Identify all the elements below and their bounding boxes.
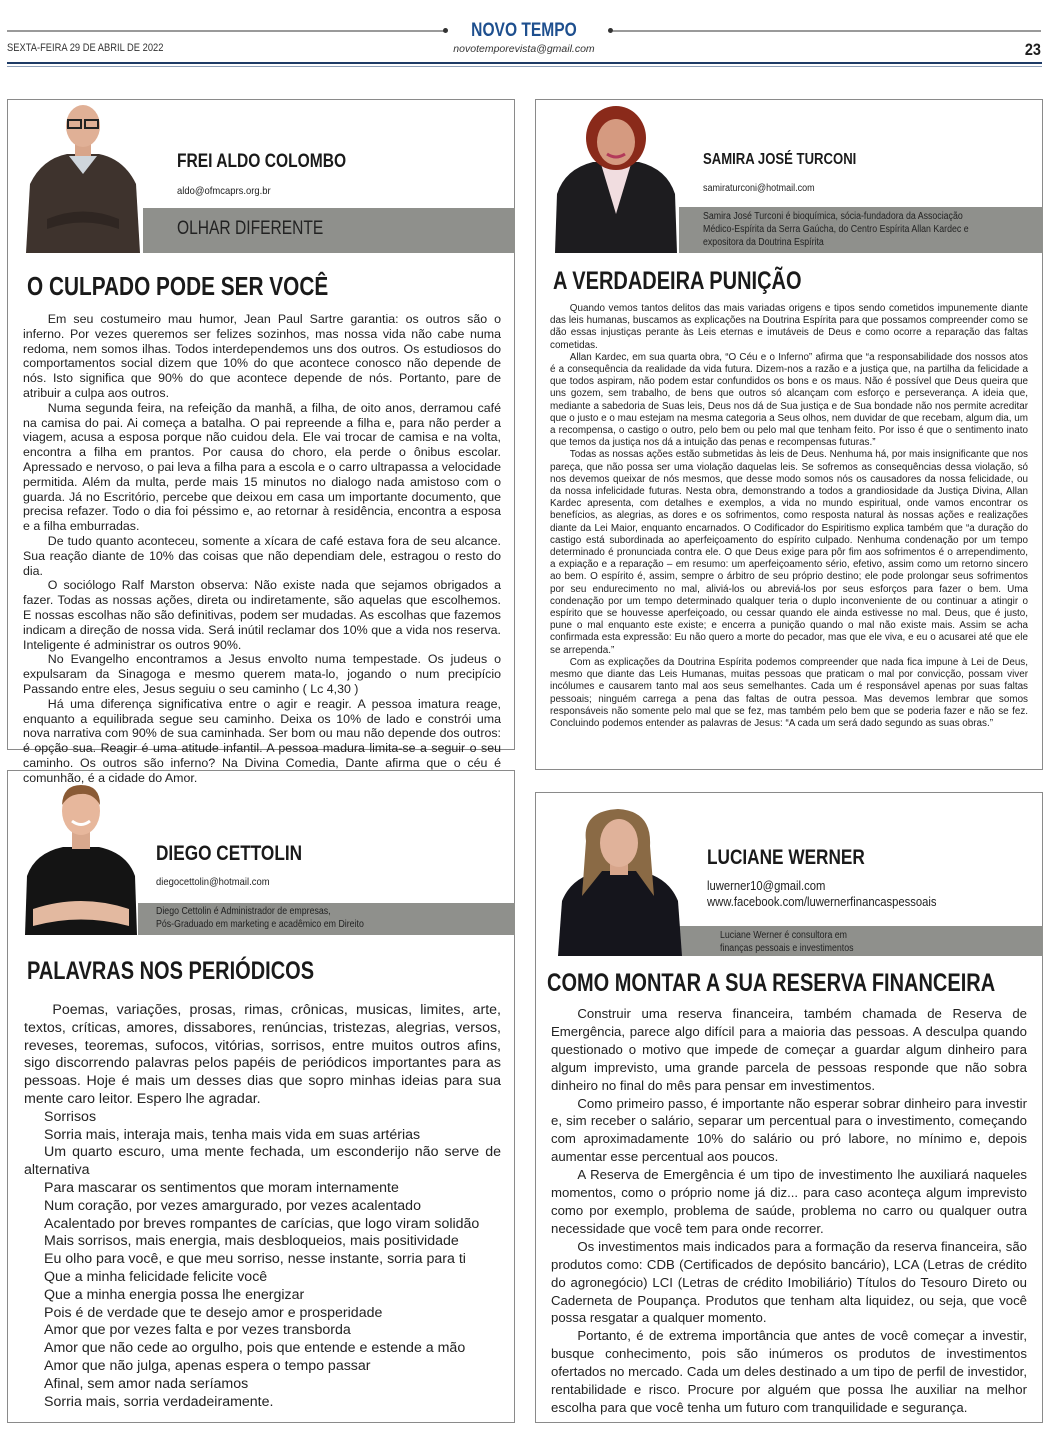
masthead-divider-thin (7, 66, 1042, 67)
poem-line: Pois é de verdade que te desejo amor e prosperidade (44, 1304, 383, 1321)
poem-line: Sorria mais, interaja mais, tenha mais vida em suas artérias (44, 1126, 421, 1143)
author-photo (22, 104, 144, 253)
article-reserva-financeira (535, 792, 1043, 1423)
bio-line: finanças pessoais e investimentos (720, 943, 854, 954)
article-olhar-diferente (7, 99, 515, 785)
author-email[interactable]: luwerner10@gmail.com (707, 879, 826, 893)
article-body (23, 312, 501, 786)
paragraph: De tudo quanto aconteceu, somente a xícara de café estava fora de seu alcance. Sua reação diante de 10% das coisas que não dependiam dele, estragou o resto do dia. (23, 533, 501, 578)
paragraph: Há uma diferença significativa entre o agir e reagir. A pessoa imatura reage, enquanto a equilibrada segue seu caminho. Deixa os 10% de lado e constrói uma nova narrativa com 90% de sua caminhada. Ser bom ou mau não depende dos outros: é opção sua. Reagir é uma atitude infantil. A pessoa madura limita-se a seguir o seu caminho. Os outros são inferno? Na Divina Comedia, Dante afirma que o céu é comunhão, é a cidade do Amor. (23, 696, 501, 785)
author-name: DIEGO CETTOLIN (156, 842, 303, 865)
bio-line: Luciane Werner é consultora em (720, 930, 848, 941)
poem-line: Um quarto escuro, uma mente fechada, um esconderijo não serve de alternativa (24, 1144, 501, 1179)
bio-line: Diego Cettolin é Administrador de empresas, (156, 906, 331, 917)
article-palavras-nos-periodicos (7, 770, 515, 1423)
author-name: LUCIANE WERNER (707, 846, 865, 869)
intro-paragraph: Poemas, variações, prosas, rimas, crônicas, musicas, limites, arte, textos, críticas, amores, dissabores, renúncias, tristezas, alegrias, versos, reveses, teoremas, sufocos, vitórias, sorrisos, entre muitos outros afins, sigo discorrendo palavras pelos papéis de periódicos importantes para as pessoas. Hoje é mais um desses dias que sopro minhas ideias para sua mente caro leitor. Espero lhe agradar. (24, 1002, 501, 1107)
poem-line: Amor que por vezes falta e por vezes transborda (44, 1322, 351, 1339)
issue-date: SEXTA-FEIRA 29 DE ABRIL DE 2022 (7, 42, 164, 54)
paragraph: Portanto, é de extrema importância que antes de você começar a investir, busque conhecimento, pois são inúmeros os produtos de investimentos ofertados no mercado. Cada um deles destinado a um tipo de perfil de investidor, rentabilidade e risco. Procure por alguém que possa lhe auxiliar na melhor escolha para que você tenha um futuro com tranquilidade e segurança. (551, 1328, 1027, 1415)
paragraph: Com as explicações da Doutrina Espírita podemos compreender que nada fica impune à Lei de Deus, mesmo que diante das Leis Humanas, muitas pessoas que praticam o mal por convicção, possam viver incólumes e causarem tanto mal aos seus semelhantes. Cada um é responsável apenas por suas faltas pessoais; ninguém carrega a pena das faltas de outra pessoa. Mas devemos lembrar que somos responsáveis não somente pelo mal que se fez, mas também pelo bem que se poderia fazer e não se fez. Concluindo podemos entender as palavras de Jesus: “A cada um será dado segundo as suas obras.” (550, 656, 1028, 729)
bio-line: Pós-Graduado em marketing e acadêmico em Direito (156, 919, 364, 930)
author-email[interactable]: samiraturconi@hotmail.com (703, 183, 815, 194)
paragraph: Numa segunda feira, na refeição da manhã, a filha, de oito anos, derramou café na camisa do pai. Ai começa a batalha. O pai repreende a filha e, para não perder a viagem, acusa a esposa porque não cuidou dela. Ele vai trocar de camisa e na volta, encontra a filha em prantos. Por causa do choro, ela perde o ônibus escolar. Apressado e nervoso, o pai leva a filha para a escola e o carro ultrapassa a velocidade permitida. Além da multa, perde mais 15 minutos no dialogo nada amistoso com o guarda. Já no Escritório, percebe que deixou em casa um importante documento, que precisa refazer. Todo o dia foi péssimo e, ao retornar à residência, encontra a esposa e a filha emburradas. (23, 400, 501, 534)
masthead-rule-left (7, 30, 444, 32)
paragraph: No Evangelho encontramos a Jesus envolto numa tempestade. Os judeus o expulsaram da Sinagoga e mesmo querem mata-lo, jogando o num precipício Passando entre eles, Jesus seguiu o seu caminho ( Lc 4,30 ) (23, 652, 501, 696)
bio-line: Samira José Turconi é bioquímica, sócia-fundadora da Associação (703, 211, 963, 222)
article-body (551, 1005, 1027, 1417)
poem-line: Mais sorrisos, mais energia, mais desbloqueios, mais positividade (44, 1233, 459, 1250)
author-name: SAMIRA JOSÉ TURCONI (703, 151, 857, 168)
author-photo (552, 801, 688, 956)
newspaper-email[interactable]: novotemporevista@gmail.com (453, 43, 595, 55)
bio-line: Médico-Espírita da Serra Gaúcha, do Centro Espírita Allan Kardec e (703, 224, 969, 235)
paragraph: Allan Kardec, em sua quarta obra, “O Céu e o Inferno” afirma que “a responsabilidade dos nossos atos é a consequência da realidade da vida futura. Dizem-nos a razão e a justiça que, na partilha da felicidade a que todos aspiram, não podem estar confundidos os bons e os maus. Não é possível que Deus queira que uns gozem, sem trabalho, de bens que outros só alcançam com esforço e perseverança. A ideia que, mediante a sabedoria de Suas leis, Deus nos dá de Sua justiça e de Sua bondade não nos permite acreditar que o justo e o mau estejam na mesma categoria a Seus olhos, nem duvidar de que recebam, algum dia, um a recompensa, o castigo o outro, pelo bem ou pelo mal que tenham feito. Por isso é que o sentimento inato que temos da justiça nos dá a intuição das penas e recompensas futuras.” (550, 351, 1028, 449)
poem-line: Eu olho para você, e que meu sorriso, nesse instante, sorria para ti (44, 1251, 466, 1268)
paragraph: Quando vemos tantos delitos das mais variadas origens e tipos sendo cometidos impunemente diante das leis humanas, buscamos as explicações na Doutrina Espírita para que possamos compreender como se dão essas injustiças perante às Leis eternas e imutáveis de Deus e como ocorre a reparação das faltas cometidas. (550, 303, 1028, 351)
paragraph: Os investimentos mais indicados para a formação da reserva financeira, são produtos como: CDB (Certificados de depósito bancário), LCA (Letras de crédito do agronegócio) LCI (Letras de crédito Imobiliário) Títulos do Tesouro Direto ou Caderneta de Poupança. Produtos que tenham alta liquidez, ou seja, que você possa resgatar a qualquer momento. (551, 1238, 1027, 1326)
article-body (24, 1002, 501, 1411)
author-email[interactable]: aldo@ofmcaprs.org.br (177, 185, 271, 197)
article-title: COMO MONTAR A SUA RESERVA FINANCEIRA (547, 969, 996, 997)
page-number: 23 (1024, 40, 1041, 59)
paragraph: Em seu costumeiro mau humor, Jean Paul Sartre garantia: os outros são o inferno. Por vezes queremos ser felizes sozinhos, mas nossa vida não cabe numa redoma, nem somos ilhas. Todos interdependemos uns dos outros. Os estudiosos do comportamentos social dizem que 10% do que acontece conosco não depende de nós. Isto significa que 90% do que acontece depende de nós. Portanto, pare de atribuir a culpa aos outros. (23, 312, 501, 400)
poem-line: Amor que não julga, apenas espera o tempo passar (44, 1357, 371, 1374)
poem-line: Sorria mais, sorria verdadeiramente. (44, 1393, 274, 1410)
poem-line: Que a minha felicidade felicite você (44, 1268, 268, 1285)
poem-title: Sorrisos (44, 1108, 97, 1125)
poem-line: Afinal, sem amor nada seríamos (44, 1375, 249, 1392)
author-facebook-link[interactable]: www.facebook.com/luwernerfinancaspessoais (707, 895, 937, 909)
paragraph: Construir uma reserva financeira, também chamada de Reserva de Emergência, parece algo difícil para a maioria das pessoas. A desculpa quando questionado o motivo que impede de começar a guardar algum dinheiro para algum imprevisto, uma grande parcela de pessoas responde que não sobra dinheiro no final do mês para pensar em investimentos. (551, 1006, 1027, 1093)
bio-line: expositora da Doutrina Espírita (703, 237, 824, 248)
author-photo (23, 781, 139, 935)
poem-line: Num coração, por vezes amargurado, por vezes acalentado (44, 1197, 421, 1214)
masthead-divider (7, 62, 1042, 64)
column-name: OLHAR DIFERENTE (177, 218, 324, 239)
article-title: A VERDADEIRA PUNIÇÃO (553, 267, 802, 295)
author-name: FREI ALDO COLOMBO (177, 151, 347, 172)
author-photo (553, 104, 679, 253)
author-email[interactable]: diegocettolin@hotmail.com (156, 876, 270, 888)
article-body (550, 303, 1028, 730)
article-title: PALAVRAS NOS PERIÓDICOS (27, 957, 315, 985)
author-bio (156, 905, 364, 931)
article-verdadeira-punicao (535, 99, 1043, 770)
poem-line: Para mascarar os sentimentos que moram internamente (44, 1179, 399, 1196)
poem-line: Acalentado por breves rompantes de carícias, que logo viram solidão (44, 1215, 480, 1232)
masthead-rule-right (613, 30, 1041, 32)
poem-line: Amor que não cede ao orgulho, pois que entende e estende a mão (44, 1340, 466, 1357)
paragraph: A Reserva de Emergência é um tipo de investimento lhe auxiliará naqueles momentos, como o próprio nome já diz... para caso aconteça algum imprevisto como por exemplo, problema de saúde, problema no carro ou qualquer outra necessidade que você tem para onde recorrer. (551, 1167, 1027, 1236)
paragraph: Como primeiro passo, é importante não esperar sobrar dinheiro para investir e, sim receber o salário, separar um percentual para o investimento, começando com aproximadamente 10% do salário ou pró labore, no mínimo e, depois aumentar esse percentual aos poucos. (551, 1095, 1027, 1165)
paragraph: O sociólogo Ralf Marston observa: Não existe nada que sejamos obrigados a fazer. Todas as nossas ações, direta ou indiretamente, são aquelas que escolhemos. E nossas escolhas não são definitivas, podem ser mudadas. As escolhas que fazemos indicam a direção de nossa vida. Será inútil reclamar dos 10% que a vida nos reserva. Inteligente é administrar os outros 90%. (23, 578, 501, 652)
author-bio (720, 929, 854, 955)
article-title: O CULPADO PODE SER VOCÊ (27, 271, 329, 301)
poem-line: Que a minha energia possa lhe energizar (44, 1286, 305, 1303)
author-bio (703, 210, 969, 249)
newspaper-name: NOVO TEMPO (471, 20, 577, 41)
paragraph: Todas as nossas ações estão submetidas às leis de Deus. Nenhuma há, por mais insignificante que nos pareça, que não possa ser uma violação daquelas leis. Se sofremos as consequências dessa violação, só nos devemos queixar de nós mesmos, que desse modo somos nós os causadores da nossa felicidade, ou da nossa infelicidade futuras. Nesta obra, demonstrando a todos a grandiosidade da Justiça Divina, Allan Kardec apresenta, com detalhes e exemplos, a vida no mundo espiritual, onde vamos encontrar os benefícios, as alegrias, as dores e os sofrimentos, como resposta natural às nossas ações e realizações diante da Lei Maior, enquanto encarnados. O Codificador do Espiritismo explica também que “a duração do castigo está subordinada ao aperfeiçoamento do espírito culpado. Nenhuma condenação por um tempo determinado é pronunciada contra ele. O que Deus exige para pôr fim aos sofrimentos é o arrependimento, a expiação e a reparação – em resumo: um aperfeiçoamento sério, efetivo, assim como um retorno sincero ao bem. O espírito é, assim, sempre o árbitro de seu próprio destino; ele pode prolongar seus sofrimentos por seu endurecimento no mal, aliviá-los ou abreviá-los por seus esforços para fazer o bem. Uma condenação por um tempo determinado qualquer teria o duplo inconveniente de ou continuar a atingir o espírito que se houvesse aperfeiçoado, ou cessar quando ele ainda estivesse no mal. Deus, que é justo, pune o mal enquanto este existe; e encerra a punição quando o mal não existe mais. Assim se acha confirmada esta expressão: Eu não quero a morte do pecador, mas que ele viva, e eu o acusarei até que ele se arrependa.” (550, 449, 1028, 656)
